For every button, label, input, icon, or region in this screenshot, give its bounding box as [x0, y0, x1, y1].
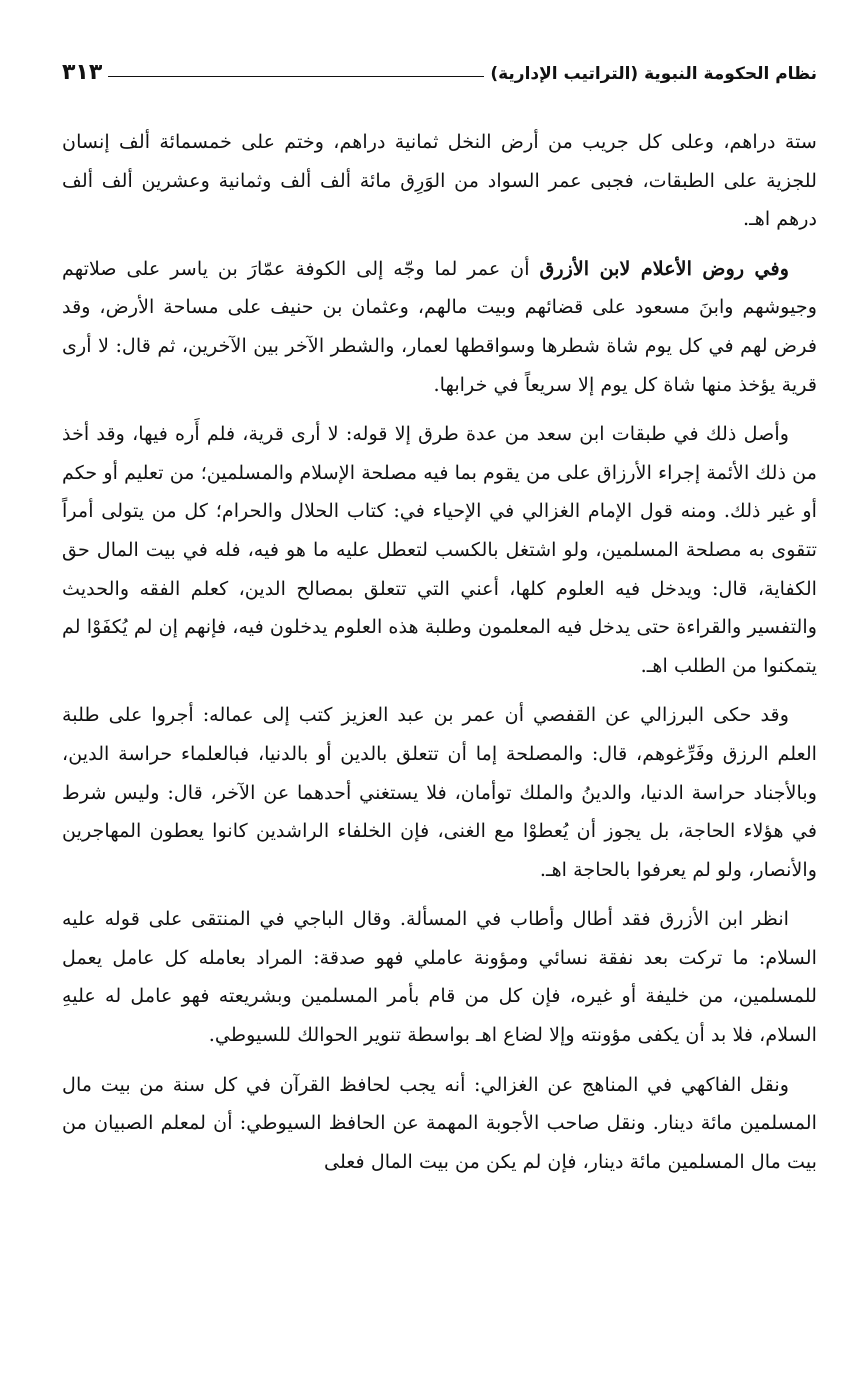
paragraph-6: [62, 1066, 817, 1182]
paragraph-text: ونقل الفاكهي في المناهج عن الغزالي: أنه يجب لحافظ القرآن في كل سنة من بيت مال المسلمين مائة دينار. ونقل صاحب الأجوبة المهمة عن الحافظ السيوطي: أن لمعلم الصبيان من بيت مال المسلمين مائة دينار، فإن لم يكن من بيت المال فعلى: [62, 1072, 817, 1173]
paragraph-text: ستة دراهم، وعلى كل جريب من أرض النخل ثمانية دراهم، وختم على خمسمائة ألف إنسان للجزية على الطبقات، فجبى عمر السواد من الوَرِق مائة ألف ألف وثمانية وعشرين ألف ألف درهم اهـ.: [62, 130, 817, 231]
header-title: نظام الحكومة النبوية (التراتيب الإدارية): [490, 64, 817, 84]
paragraph-text: وأصل ذلك في طبقات ابن سعد من عدة طرق إلا قوله: لا أرى قرية، فلم أَره فيها، وقد أخذ من ذلك الأئمة إجراء الأرزاق على من يقوم بما فيه مصلحة الإسلام والمسلمين؛ من تعليم أو حكم أو غير ذلك. ومنه قول الإمام الغزالي في الإحياء في: كتاب الحلال والحرام؛ كل من يتولى أمراً تتقوى به مصلحة المسلمين، ولو اشتغل بالكسب لتعطل عليه ما هو فيه، فله في بيت المال حق الكفاية، قال: ويدخل فيه العلوم كلها، أعني التي تتعلق بمصالح الدين، كعلم الفقه والحديث والتفسير والقراءة حتى يدخل فيه المعلمون وطلبة هذه العلوم يدخلون فيه، فإنهم إن لم يُكفَوْا لم يتمكنوا من الطلب اهـ.: [62, 422, 817, 677]
paragraph-text: أن عمر لما وجّه إلى الكوفة عمّارَ بن ياسر على صلاتهم وجيوشهم وابنَ مسعود على قضائهم وبيت مالهم، وعثمان بن حنيف على مساحة الأرض، وقد فرض لهم في كل يوم شاة شطرها وسواقطها لعمار، والشطر الآخر بين الآخرين، ثم قال: لا أرى قرية يؤخذ منها شاة كل يوم إلا سريعاً في خرابها.: [62, 256, 817, 396]
paragraph-lead: وفي روض الأعلام لابن الأزرق: [539, 256, 789, 280]
paragraph-3: [62, 415, 817, 685]
paragraph-4: [62, 696, 817, 889]
paragraph-5: [62, 900, 817, 1054]
page-number: ٣١٣: [62, 60, 103, 85]
paragraph-2: [62, 250, 817, 404]
paragraph-text: انظر ابن الأزرق فقد أطال وأطاب في المسألة. وقال الباجي في المنتقى على قوله عليه السلام: ما تركت بعد نفقة نسائي ومؤونة عاملي فهو صدقة: المراد بعامله كل عامل يعمل للمسلمين، من خليفة أو غيره، فإن كل من قام بأمر المسلمين وبشريعته فهو عامل له عليهِ السلام، فلا بد أن يكفى مؤونته وإلا لضاع اهـ بواسطة تنوير الحوالك للسيوطي.: [62, 907, 817, 1047]
header-rule: [108, 76, 484, 77]
paragraph-1: [62, 123, 817, 239]
paragraph-text: وقد حكى البرزالي عن القفصي أن عمر بن عبد العزيز كتب إلى عماله: أجروا على طلبة العلم الرزق وفَرِّغوهم، قال: والمصلحة إما أن تتعلق بالدين أو بالدنيا، فبالعلماء حراسة الدين، وبالأجناد حراسة الدنيا، والدينُ والملك توأمان، فلا يستغني أحدهما عن الآخر، قال: وليس شرط في هؤلاء الحاجة، بل يجوز أن يُعطوْا مع الغنى، فإن الخلفاء الراشدين كانوا يعطون المهاجرين والأنصار، ولو لم يعرفوا بالحاجة اهـ.: [62, 703, 817, 881]
body-text: [62, 123, 817, 1181]
running-header: [62, 50, 817, 86]
